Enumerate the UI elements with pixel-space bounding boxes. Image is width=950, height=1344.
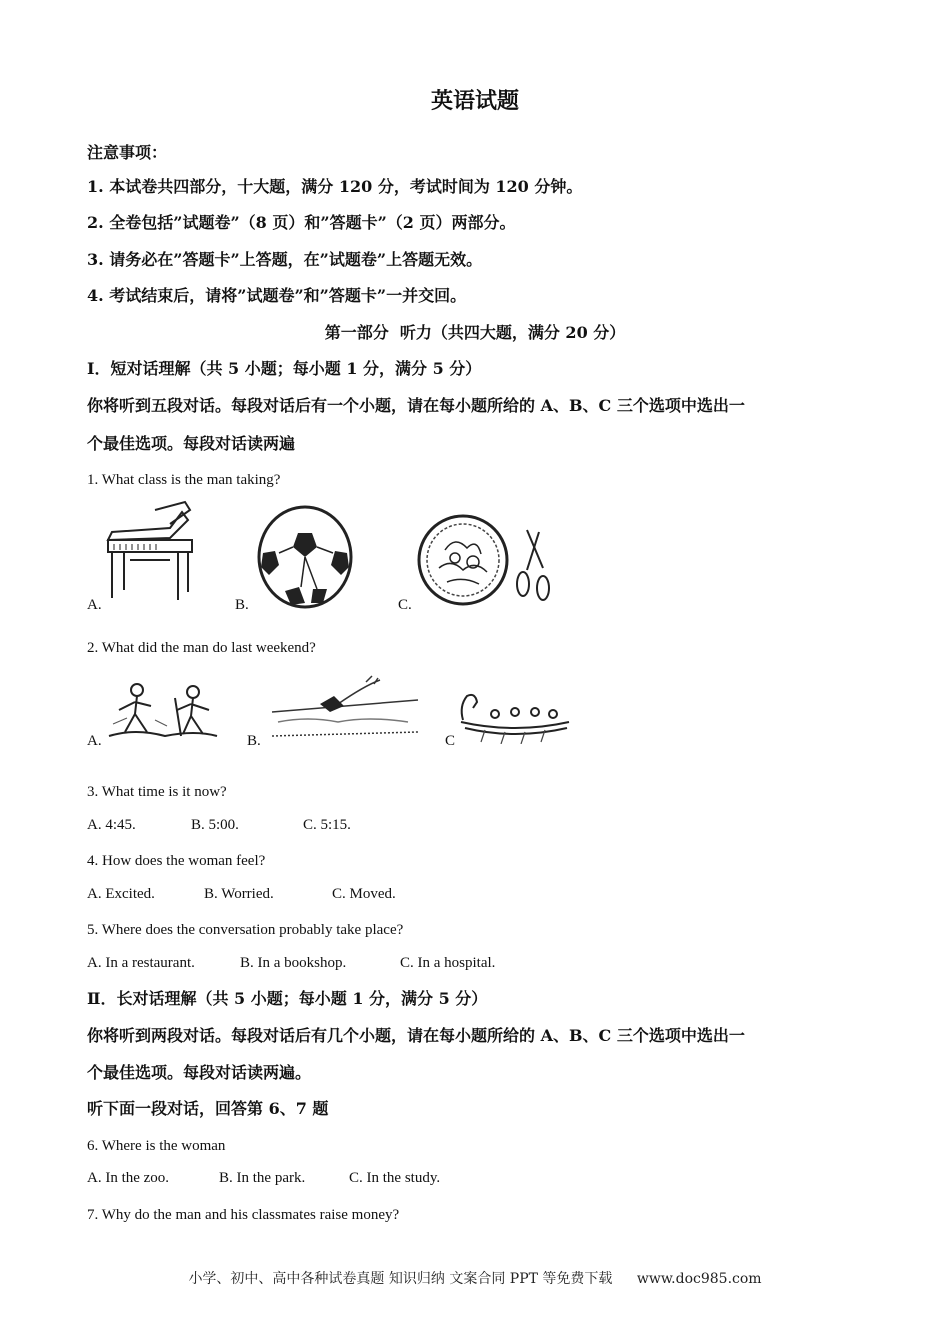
- q1-option-b: B.: [235, 597, 249, 613]
- q3-option-c: C. 5:15.: [303, 817, 351, 833]
- q2-option-c: C: [445, 733, 456, 749]
- note-4: 4. 考试结束后，请将”试题卷”和”答题卡”一并交回。: [87, 286, 467, 305]
- question-3: 3. What time is it now?: [87, 784, 227, 800]
- question-4: 4. How does the woman feel?: [87, 853, 266, 869]
- question-6: 6. Where is the woman: [87, 1138, 226, 1154]
- q5-option-b: B. In a bookshop.: [240, 955, 347, 971]
- q6-option-a: A. In the zoo.: [87, 1170, 170, 1186]
- q4-option-c: C. Moved.: [332, 886, 396, 902]
- note-3: 3. 请务必在”答题卡”上答题，在”试题卷”上答题无效。: [87, 250, 483, 269]
- q4-option-a: A. Excited.: [87, 886, 155, 902]
- footer-text: 小学、初中、高中各种试卷真题 知识归纳 文案合同 PPT 等免费下载: [188, 1271, 613, 1287]
- section2-instruction-line2: 个最佳选项。每段对话读两遍。: [87, 1063, 312, 1082]
- question-1: 1. What class is the man taking?: [87, 472, 281, 488]
- notes-heading: 注意事项：: [87, 143, 168, 162]
- q5-option-c: C. In a hospital.: [400, 955, 496, 971]
- question-2: 2. What did the man do last weekend?: [87, 640, 316, 656]
- q1-option-c: C.: [398, 597, 412, 613]
- section1-instruction-line2: 个最佳选项。每段对话读两遍: [87, 434, 296, 453]
- q2-option-a: A.: [87, 733, 102, 749]
- page-title: 英语试题: [430, 88, 519, 114]
- kite-flying-picture: [268, 672, 423, 740]
- q2-option-b: B.: [247, 733, 261, 749]
- part1-heading: 第一部分 听力（共四大题，满分 20 分）: [324, 323, 626, 342]
- q3-option-a: A. 4:45.: [87, 817, 136, 833]
- q4-option-b: B. Worried.: [204, 886, 274, 902]
- people-working-picture: [105, 680, 220, 740]
- paper-cutting-picture: [415, 510, 555, 615]
- question-5: 5. Where does the conversation probably take place?: [87, 922, 404, 938]
- q1-option-a: A.: [87, 597, 102, 613]
- note-1: 1. 本试卷共四部分，十大题，满分 120 分，考试时间为 120 分钟。: [87, 177, 583, 196]
- football-picture: [255, 505, 355, 610]
- q6-option-c: C. In the study.: [349, 1170, 441, 1186]
- q6-option-b: B. In the park.: [219, 1170, 306, 1186]
- dragon-boat-picture: [455, 686, 573, 744]
- footer-url[interactable]: www.doc985.com: [636, 1271, 762, 1287]
- question-7: 7. Why do the man and his classmates raise money?: [87, 1207, 400, 1223]
- note-2: 2. 全卷包括”试题卷”（8 页）和”答题卡”（2 页）两部分。: [87, 213, 516, 232]
- q3-option-b: B. 5:00.: [191, 817, 239, 833]
- section1-heading: Ⅰ．短对话理解（共 5 小题；每小题 1 分，满分 5 分）: [87, 359, 482, 378]
- listen-intro: 听下面一段对话，回答第 6、7 题: [87, 1099, 329, 1118]
- section2-instruction-line1: 你将听到两段对话。每段对话后有几个小题，请在每小题所给的 A、B、C 三个选项中选出一: [87, 1026, 745, 1045]
- footer: [0, 1268, 950, 1288]
- section1-instruction-line1: 你将听到五段对话。每段对话后有一个小题，请在每小题所给的 A、B、C 三个选项中选出一: [87, 396, 745, 415]
- piano-picture: [100, 500, 200, 605]
- section2-heading: Ⅱ．长对话理解（共 5 小题；每小题 1 分，满分 5 分）: [87, 989, 488, 1008]
- q5-option-a: A. In a restaurant.: [87, 955, 195, 971]
